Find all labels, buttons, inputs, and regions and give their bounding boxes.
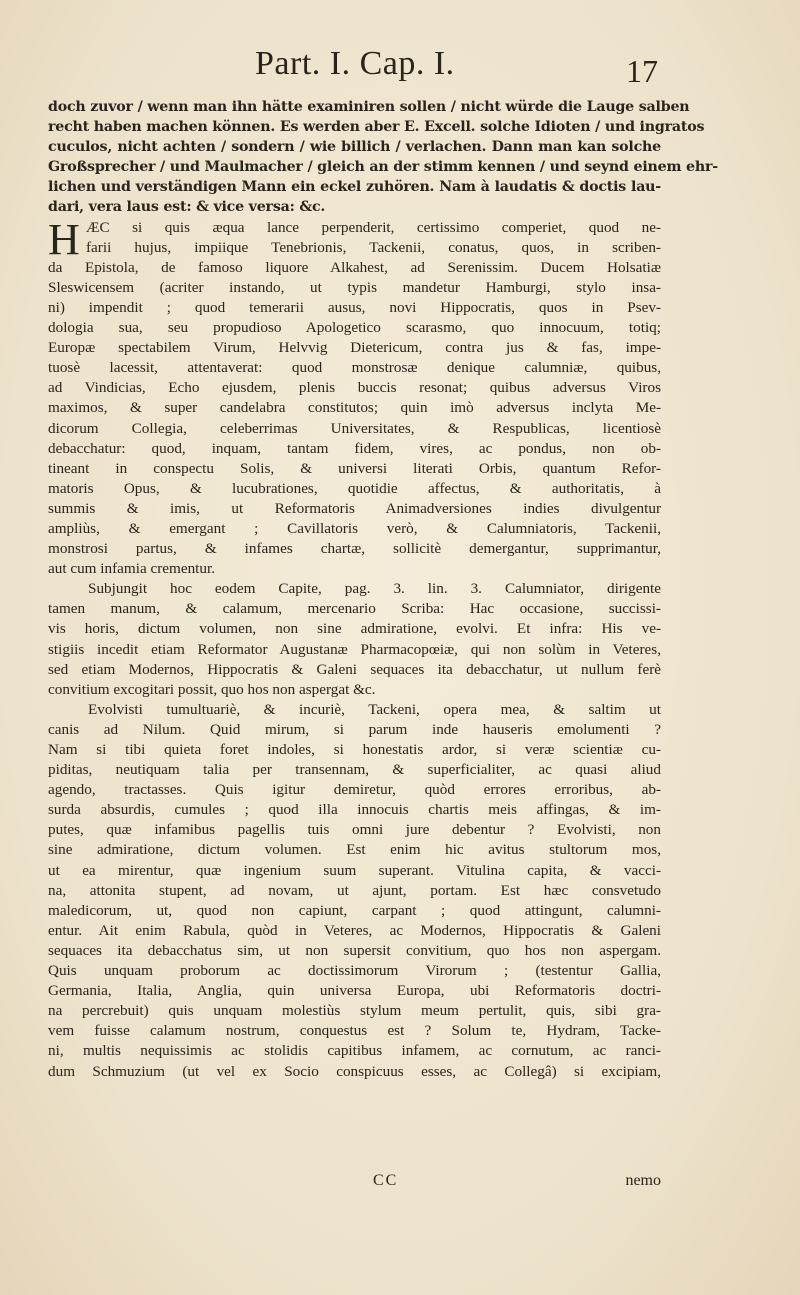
text-line-content: Evolvisti tumultuariè, & incuriè, Tackeni, opera mea, & saltim ut — [88, 700, 661, 718]
text-line — [48, 278, 661, 298]
text-line — [48, 358, 661, 378]
text-line-content: Großsprecher / und Maulmacher / gleich an der stimm kennen / und seynd einem ehr- — [48, 159, 718, 176]
text-line-content: tamen manum, & calamum, mercenario Scriba: Hac occasione, succissi- — [48, 600, 661, 618]
text-line — [48, 318, 661, 338]
text-line-content: ÆC si quis æqua lance perpenderit, certissimo comperiet, quod ne- — [86, 218, 661, 236]
text-line — [48, 298, 661, 318]
body-text — [48, 97, 718, 1082]
text-line-content: dum Schmuzium (ut vel ex Socio conspicuus esses, ac Collegâ) si excipiam, — [48, 1062, 661, 1080]
text-line — [48, 197, 661, 217]
text-line-content: canis ad Nilum. Quid mirum, si parum inde hauseris emolumenti ? — [48, 720, 661, 738]
text-line-content: agendo, tractasses. Quis igitur demiretur, quòd errores erroribus, ab- — [48, 781, 661, 799]
text-line-content: na percrebuit) quis unquam molestiùs stylum meum pertulit, quis, sibi gra- — [48, 1002, 661, 1020]
text-line — [48, 499, 661, 519]
text-line — [48, 579, 661, 599]
text-line — [48, 97, 690, 117]
text-line-content: da Epistola, de famoso liquore Alkahest, ad Serenissim. Ducem Holsatiæ — [48, 258, 661, 276]
running-head — [0, 45, 800, 95]
text-line — [48, 1041, 661, 1061]
text-line-content: Subjungit hoc eodem Capite, pag. 3. lin. 3. Calumniator, dirigente — [88, 580, 661, 598]
text-line — [48, 941, 661, 961]
page-number: 17 — [626, 53, 658, 89]
text-line — [48, 258, 661, 278]
text-line-content: ampliùs, & emergant ; Cavillatoris verò, & Calumniatoris, Tackenii, — [48, 519, 661, 537]
text-line — [48, 760, 661, 780]
text-line — [48, 157, 718, 177]
text-line-content: sed etiam Modernos, Hippocratis & Galeni sequaces ita debacchatur, ut nullum ferè — [48, 660, 661, 678]
text-line-content: ad Vindicias, Echo ejusdem, plenis buccis resonat; quibus adversus Viros — [48, 379, 661, 397]
text-line — [48, 177, 661, 197]
text-line-content: dicorum Collegia, celeberrimas Universitates, & Respublicas, licentiosè — [48, 419, 661, 437]
page-footer — [48, 1172, 661, 1196]
text-line-content: convitium excogitari possit, quo hos non aspergat &c. — [48, 680, 376, 698]
text-line-content: surda absurdis, cumules ; quod illa innocuis chartis meis affingas, & im- — [48, 801, 661, 819]
text-line — [48, 459, 661, 479]
text-line — [48, 981, 661, 1001]
text-line — [48, 378, 661, 398]
text-line — [48, 640, 661, 660]
text-line — [48, 800, 661, 820]
text-line-content: Quis unquam proborum ac doctissimorum Virorum ; (testentur Gallia, — [48, 962, 661, 980]
text-line — [48, 780, 661, 800]
text-line-content: vis horis, dictum volumen, non sine admiratione, evolvi. Et infra: His ve- — [48, 620, 661, 638]
text-line-content: tineant in conspectu Solis, & universi literati Orbis, quantum Refor- — [48, 459, 661, 477]
text-line — [48, 479, 661, 499]
text-line — [48, 660, 661, 680]
text-line — [48, 861, 661, 881]
text-line — [48, 599, 661, 619]
text-line-content: na, attonita stupent, ad novam, ut ajunt, portam. Est hæc consvetudo — [48, 881, 661, 899]
text-line — [48, 338, 661, 358]
text-line-content: dologia sua, seu propudioso Apologetico scarasmo, quo innocuum, totiq; — [48, 319, 661, 337]
text-line — [48, 700, 661, 720]
text-line-content: vem fuisse calamum nostrum, conquestus est ? Solum te, Hydram, Tacke- — [48, 1022, 661, 1040]
text-line — [48, 559, 661, 579]
text-line — [48, 720, 661, 740]
text-line-content: debacchatur: quod, inquam, tantam fidem, vires, ac pondus, non ob- — [48, 439, 661, 457]
text-line-content: dari, vera laus est: & vice versa: &c. — [48, 199, 326, 216]
running-title: Part. I. Cap. I. — [255, 45, 455, 82]
text-line-content: doch zuvor / wenn man ihn hätte examiniren sollen / nicht würde die Lauge salben — [48, 99, 690, 115]
text-line — [48, 840, 661, 860]
text-line — [48, 961, 661, 981]
text-line — [48, 1062, 661, 1082]
text-line-content: stigiis incedit etiam Reformator Augustanæ Pharmacopœiæ, qui non solùm in Veteres, — [48, 640, 661, 658]
text-line — [48, 921, 661, 941]
text-line-content: Sleswicensem (acriter instando, ut typis mandetur Hamburgi, stylo insa- — [48, 278, 661, 296]
text-line — [48, 419, 661, 439]
text-line — [48, 238, 661, 258]
text-line — [48, 539, 661, 559]
text-line-content: ni) impendit ; quod temerarii ausus, novi Hippocratis, quos in Psev- — [48, 298, 661, 316]
text-line-content: putes, quæ infamibus pagellis tuis omni jure debentur ? Evolvisti, non — [48, 821, 661, 839]
catchword: nemo — [625, 1172, 661, 1189]
text-line-content: matoris Opus, & lucubrationes, quotidie affectus, & authoritatis, à — [48, 479, 661, 497]
text-line — [48, 881, 661, 901]
signature-mark: CC — [373, 1172, 399, 1189]
text-line-content: piditas, neutiquam talia per transennam, & superficialiter, ac quasi aliud — [48, 761, 661, 779]
text-line — [48, 137, 661, 157]
text-line-content: sine admiratione, dictum volumen. Est enim hic avitus stultorum mos, — [48, 841, 661, 859]
text-line-content: tuosè lacessit, attentaverat: quod monstrosæ denique calumniæ, quibus, — [48, 359, 661, 377]
text-line-content: sequaces ita debacchatus sim, ut non supersit convitium, quo hos non aspergam. — [48, 941, 661, 959]
text-line — [48, 398, 661, 418]
text-line-content: farii hujus, impiique Tenebrionis, Tackenii, conatus, quos, in scriben- — [86, 238, 661, 256]
text-line-content: ni, multis nequissimis ac stolidis capitibus infamem, ac cornutum, ac ranci- — [48, 1042, 661, 1060]
text-line — [48, 1001, 661, 1021]
text-line-content: Nam si tibi quieta foret indoles, si honestatis ardor, si veræ scientiæ cu- — [48, 741, 661, 758]
text-line — [48, 680, 661, 700]
text-line-content: monstrosi partus, & infames chartæ, sollicitè demergantur, supprimantur, — [48, 540, 661, 558]
text-line-content: summis & imis, ut Reformatoris Animadversiones indies divulgentur — [48, 499, 661, 517]
text-line — [48, 439, 661, 459]
text-line — [48, 619, 661, 639]
text-line-content: Germania, Italia, Anglia, quin universa Europa, ubi Reformatoris doctri- — [48, 982, 661, 1000]
text-line-content: cuculos, nicht achten / sondern / wie billich / verlachen. Dann man kan solche — [48, 139, 661, 156]
text-line — [48, 1021, 661, 1041]
drop-cap: H — [48, 214, 80, 264]
text-line-content: ut ea mirentur, quæ ingenium suum superant. Vitulina capita, & vacci- — [48, 861, 661, 879]
text-line — [48, 740, 661, 760]
text-line — [48, 820, 661, 840]
text-line-content: maledicorum, ut, quod non capiunt, carpant ; quod attingunt, calumni- — [48, 901, 661, 919]
text-line-content: Europæ spectabilem Virum, Helvvig Dietericum, contra jus & fas, impe- — [48, 339, 661, 357]
text-line-content: lichen und verständigen Mann ein eckel zuhören. Nam à laudatis & doctis lau- — [48, 179, 661, 196]
text-line — [48, 519, 661, 539]
text-line-content: recht haben machen können. Es werden aber E. Excell. solche Idioten / und ingratos — [48, 119, 705, 136]
text-line-content: entur. Ait enim Rabula, quòd in Veteres, ac Modernos, Hippocratis & Galeni — [48, 921, 661, 939]
text-line — [48, 117, 705, 137]
text-line-content: aut cum infamia crementur. — [48, 560, 215, 578]
text-line-content: maximos, & super candelabra constitutos; quin imò adversus inclyta Me- — [48, 399, 661, 417]
text-line — [48, 901, 661, 921]
